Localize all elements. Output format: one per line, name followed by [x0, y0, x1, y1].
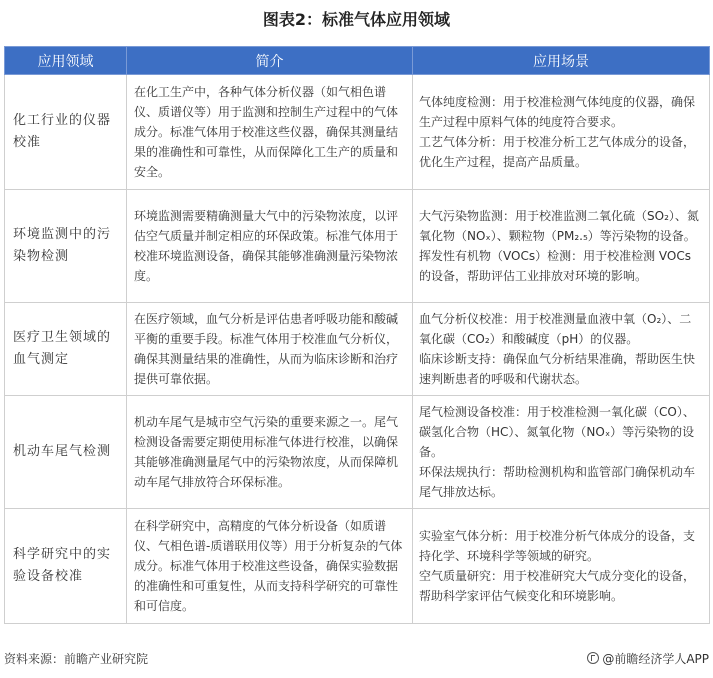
brand-label	[587, 650, 709, 668]
scene-item: 空气质量研究：用于校准研究大气成分变化的设备，帮助科学家评估气候变化和环境影响。	[419, 569, 696, 603]
scene-item: 气体纯度检测：用于校准检测气体纯度的仪器，确保生产过程中原料气体的纯度符合要求。	[419, 95, 696, 129]
intro-cell: 在医疗领域，血气分析是评估患者呼吸功能和酸碱平衡的重要手段。标准气体用于校准血气分析仪，确保其测量结果的准确性，从而为临床诊断和治疗提供可靠依据。	[127, 303, 413, 396]
scene-item: 实验室气体分析：用于校准分析气体成分的设备，支持化学、环境科学等领域的研究。	[419, 529, 696, 563]
domain-cell: 机动车尾气检测	[5, 396, 127, 509]
scene-cell	[413, 75, 710, 190]
scene-item: 环保法规执行：帮助检测机构和监管部门确保机动车尾气排放达标。	[419, 465, 696, 499]
header-scene: 应用场景	[413, 47, 710, 75]
intro-cell: 环境监测需要精确测量大气中的污染物浓度，以评估空气质量并制定相应的环保政策。标准气体用于校准环境监测设备，确保其能够准确测量污染物浓度。	[127, 190, 413, 303]
table-row	[5, 396, 710, 509]
domain-cell: 医疗卫生领域的血气测定	[5, 303, 127, 396]
scene-cell	[413, 303, 710, 396]
figure-title: 图表2：标准气体应用领域	[262, 10, 451, 29]
intro-cell: 机动车尾气是城市空气污染的重要来源之一。尾气检测设备需要定期使用标准气体进行校准，以确保其能够准确测量尾气中的污染物浓度，从而保障机动车尾气排放符合环保标准。	[127, 396, 413, 509]
table-row	[5, 190, 710, 303]
table-row	[5, 75, 710, 190]
source-note: 资料来源：前瞻产业研究院	[4, 652, 149, 666]
brand-logo-icon	[587, 652, 599, 664]
intro-cell: 在化工生产中，各种气体分析仪器（如气相色谱仪、质谱仪等）用于监测和控制生产过程中的气体成分。标准气体用于校准这些仪器，确保其测量结果的准确性和可靠性，从而保障化工生产的质量和安全。	[127, 75, 413, 190]
scene-item: 血气分析仪校准：用于校准测量血液中氧（O₂）、二氧化碳（CO₂）和酸碱度（pH）的仪器。	[419, 312, 692, 346]
header-domain: 应用领域	[5, 47, 127, 75]
domain-cell: 化工行业的仪器校准	[5, 75, 127, 190]
application-table	[4, 46, 710, 624]
table-row	[5, 509, 710, 624]
scene-item: 临床诊断支持：确保血气分析结果准确，帮助医生快速判断患者的呼吸和代谢状态。	[419, 352, 696, 386]
footer	[4, 650, 709, 668]
intro-cell: 在科学研究中，高精度的气体分析设备（如质谱仪、气相色谱-质谱联用仪等）用于分析复杂的气体成分。标准气体用于校准这些设备，确保实验数据的准确性和可重复性，从而支持科学研究的可靠性和可信度。	[127, 509, 413, 624]
domain-cell: 环境监测中的污染物检测	[5, 190, 127, 303]
scene-cell	[413, 396, 710, 509]
domain-cell: 科学研究中的实验设备校准	[5, 509, 127, 624]
scene-cell	[413, 509, 710, 624]
scene-item: 挥发性有机物（VOCs）检测：用于校准检测 VOCs 的设备，帮助评估工业排放对环境的影响。	[419, 249, 691, 283]
scene-item: 尾气检测设备校准：用于校准检测一氧化碳（CO）、碳氢化合物（HC）、氮氧化物（NOₓ）等污染物的设备。	[419, 405, 695, 459]
scene-item: 大气污染物监测：用于校准监测二氧化硫（SO₂）、氮氧化物（NOₓ）、颗粒物（PM₂.₅）等污染物的设备。	[419, 209, 699, 243]
scene-cell	[413, 190, 710, 303]
table-row	[5, 303, 710, 396]
header-intro: 简介	[127, 47, 413, 75]
table-header-row	[5, 47, 710, 75]
scene-item: 工艺气体分析：用于校准分析工艺气体成分的设备，优化生产过程，提高产品质量。	[419, 135, 696, 169]
brand-text: @前瞻经济学人APP	[602, 652, 709, 666]
